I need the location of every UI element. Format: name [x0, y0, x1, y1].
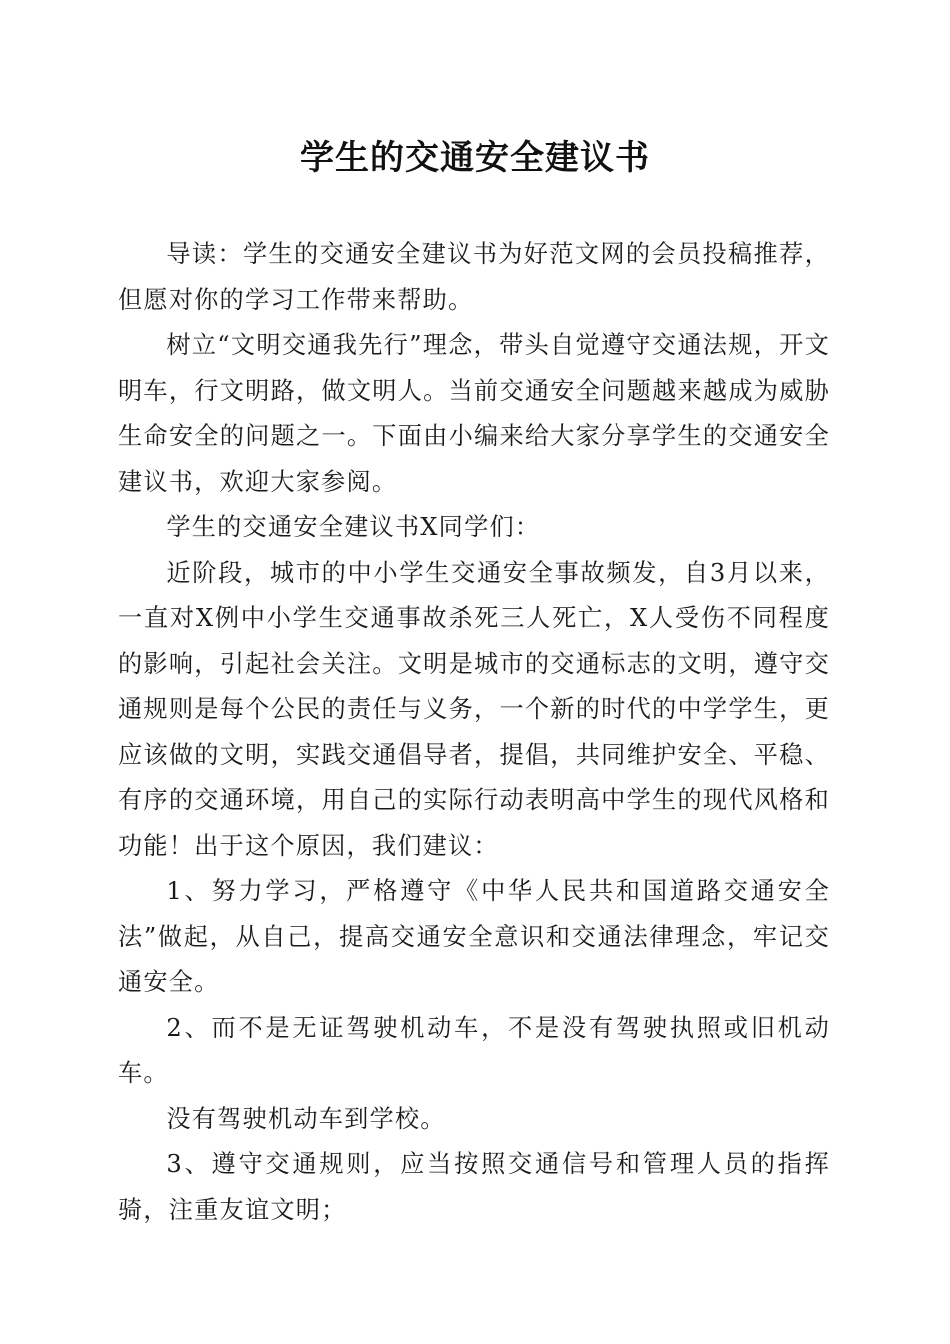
paragraph-suggestion-3: 3、遵守交通规则，应当按照交通信号和管理人员的指挥骑，注重友谊文明； — [118, 1150, 830, 1224]
paragraph-concept: 树立“文明交通我先行”理念，带头自觉遵守交通法规，开文明车，行文明路，做文明人。当前交通安全问题越来越成为威胁生命安全的问题之一。下面由小编来给大家分享学生的交通安全建议书，欢迎大家参阅。 — [118, 331, 830, 496]
paragraph-intro: 导读：学生的交通安全建议书为好范文网的会员投稿推荐，但愿对你的学习工作带来帮助。 — [118, 240, 830, 314]
paragraph-suggestion-2: 2、而不是无证驾驶机动车，不是没有驾驶执照或旧机动车。 — [118, 1013, 830, 1087]
document-body — [118, 232, 830, 1233]
paragraph-background: 近阶段，城市的中小学生交通安全事故频发，自3月以来，一直对X例中小学生交通事故杀死三人死亡，X人受伤不同程度的影响，引起社会关注。文明是城市的交通标志的文明，遵守交通规则是每个公民的责任与义务，一个新的时代的中学学生，更应该做的文明，实践交通倡导者，提倡，共同维护安全、平稳、有序的交通环境，用自己的实际行动表明高中学生的现代风格和功能！出于这个原因，我们建议： — [118, 558, 830, 860]
document-title: 学生的交通安全建议书 — [300, 138, 650, 178]
paragraph-salutation: 学生的交通安全建议书X同学们： — [166, 513, 541, 541]
paragraph-suggestion-2-note: 没有驾驶机动车到学校。 — [166, 1104, 446, 1133]
paragraph-suggestion-1: 1、努力学习，严格遵守《中华人民共和国道路交通安全法”做起，从自己，提高交通安全意识和交通法律理念，牢记交通安全。 — [118, 877, 830, 996]
